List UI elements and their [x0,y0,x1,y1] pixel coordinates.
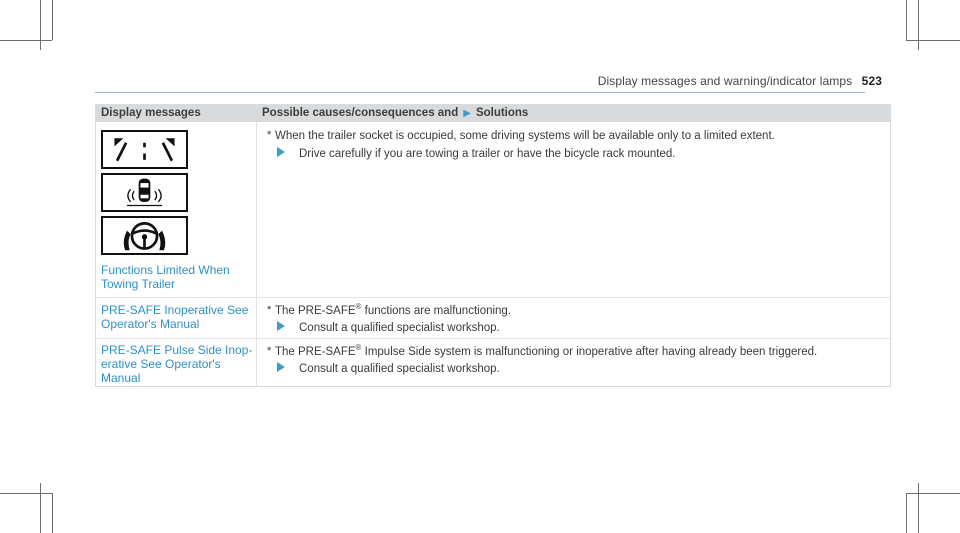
crop-mark [0,493,52,494]
crop-mark [906,0,907,40]
column-header-causes-label: Possible causes/consequences and [262,107,459,119]
message-pre-safe-pulse-side [101,343,252,385]
solution-line: Drive carefully if you are towing a trailer or have the bicycle rack mounted. [299,148,676,160]
message-line: PRE-SAFE Inoperative See [101,303,249,317]
message-pre-safe-inoperative [101,303,248,331]
steering-wheel-hands-icon [101,216,188,255]
cause-text [267,129,775,143]
header-title: Display messages and warning/indicator lamps [597,74,853,88]
cause-text [267,343,818,359]
message-line: Manual [101,371,141,385]
parking-sensor-icon [101,173,188,212]
asterisk: * [267,129,272,141]
page-number: 523 [861,74,882,88]
crop-mark [40,0,41,50]
message-line: Towing Trailer [101,277,176,291]
crop-mark [918,483,919,533]
column-header-solutions-label: Solutions [475,107,529,119]
solution-arrow-icon [277,321,285,331]
cause-prefix: The PRE-SAFE [275,305,356,317]
cause-prefix: The PRE-SAFE [275,346,356,358]
message-line: Operator's Manual [101,317,200,331]
running-header [598,74,882,88]
asterisk: * [267,345,272,357]
message-line: erative See Operator's [101,357,221,371]
message-functions-limited-towing [101,263,230,291]
solution-line: Consult a qualified specialist workshop. [299,322,500,334]
solution-arrow-icon [277,147,285,157]
crop-mark [906,493,907,533]
arrow-right-icon: ▶ [463,107,471,119]
crop-mark [906,493,960,494]
crop-mark [918,0,919,50]
row-divider [96,297,890,298]
crop-mark [40,483,41,533]
solution-text [299,147,675,161]
crop-mark [0,40,52,41]
table-header [96,105,890,122]
asterisk: * [267,304,272,316]
messages-table [95,104,891,387]
row-divider [96,338,890,339]
solution-line: Consult a qualified specialist workshop. [299,363,500,375]
column-header-causes [262,107,528,119]
solution-text [299,321,500,335]
cause-text [267,302,512,318]
crop-mark [52,493,53,533]
message-line: PRE-SAFE Pulse Side Inop- [101,343,253,357]
message-line: Functions Limited When [101,263,230,277]
trailer-lane-icon [101,130,188,169]
column-divider [256,122,257,386]
solution-arrow-icon [277,362,285,372]
solution-text [299,362,500,376]
crop-mark [52,0,53,40]
header-rule [95,92,865,93]
registered-mark: ® [355,343,362,353]
column-header-display-messages: Display messages [101,107,201,119]
registered-mark: ® [355,302,362,312]
crop-mark [906,40,960,41]
cause-line: When the trailer socket is occupied, some driving systems will be available only to a limited extent. [275,130,775,142]
cause-suffix: Impulse Side system is malfunctioning or inoperative after having already been triggered. [361,346,818,358]
cause-suffix: functions are malfunctioning. [361,305,512,317]
